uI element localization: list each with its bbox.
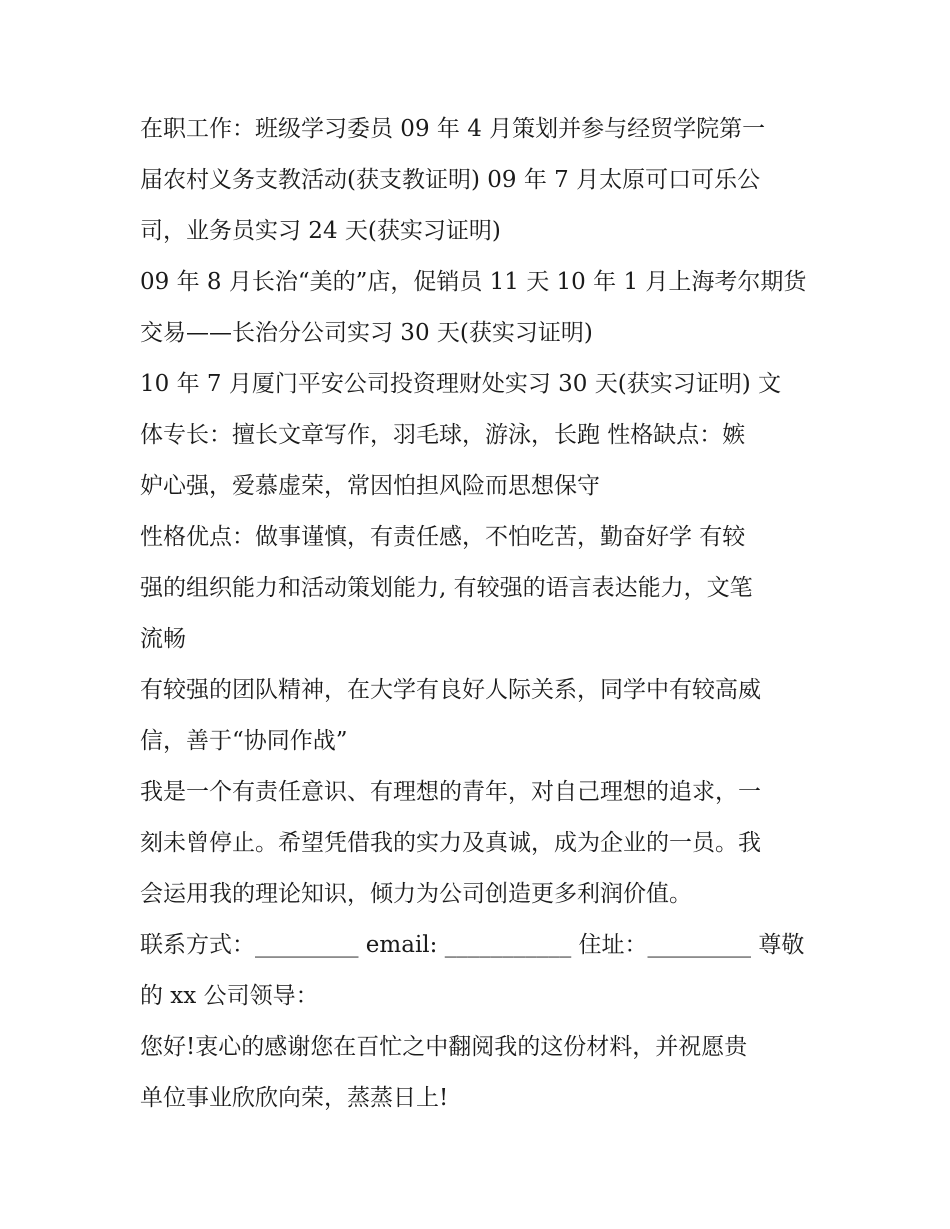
text-line: 司，业务员实习 24 天(获实习证明) [140, 218, 501, 244]
text-line: 单位事业欣欣向荣，蒸蒸日上! [140, 1085, 449, 1111]
text-line: 信，善于“协同作战” [140, 728, 348, 754]
text-line: 强的组织能力和活动策划能力, 有较强的语言表达能力，文笔 [140, 575, 753, 601]
text-line: 09 年 8 月长治“美的”店，促销员 11 天 10 年 1 月上海考尔期货 [140, 269, 807, 295]
text-line: 在职工作：班级学习委员 09 年 4 月策划并参与经贸学院第一 [140, 116, 766, 142]
text-line: 流畅 [140, 626, 186, 652]
text-line: 10 年 7 月厦门平安公司投资理财处实习 30 天(获实习证明) 文 [140, 371, 781, 397]
text-line: 性格优点：做事谨慎，有责任感，不怕吃苦，勤奋好学 有较 [140, 524, 746, 550]
text-line: 的 xx 公司领导： [140, 983, 319, 1009]
text-line: 您好!衷心的感谢您在百忙之中翻阅我的这份材料，并祝愿贵 [140, 1034, 748, 1060]
text-line: 交易——长治分公司实习 30 天(获实习证明) [140, 320, 593, 346]
text-line: 妒心强，爱慕虚荣，常因怕担风险而思想保守 [140, 473, 600, 499]
text-line: 体专长：擅长文章写作，羽毛球，游泳，长跑 性格缺点：嫉 [140, 422, 746, 448]
text-line: 有较强的团队精神，在大学有良好人际关系，同学中有较高威 [140, 677, 761, 703]
text-line: 刻未曾停止。希望凭借我的实力及真诚，成为企业的一员。我 [140, 830, 761, 856]
text-line: 届农村义务支教活动(获支教证明) 09 年 7 月太原可口可乐公 [140, 167, 761, 193]
text-line: 会运用我的理论知识，倾力为公司创造更多利润价值。 [140, 881, 692, 907]
document-body [140, 104, 820, 1124]
text-line: 联系方式：_________ email: ___________ 住址：_________ 尊敬 [140, 932, 805, 958]
text-line: 我是一个有责任意识、有理想的青年，对自己理想的追求，一 [140, 779, 761, 805]
